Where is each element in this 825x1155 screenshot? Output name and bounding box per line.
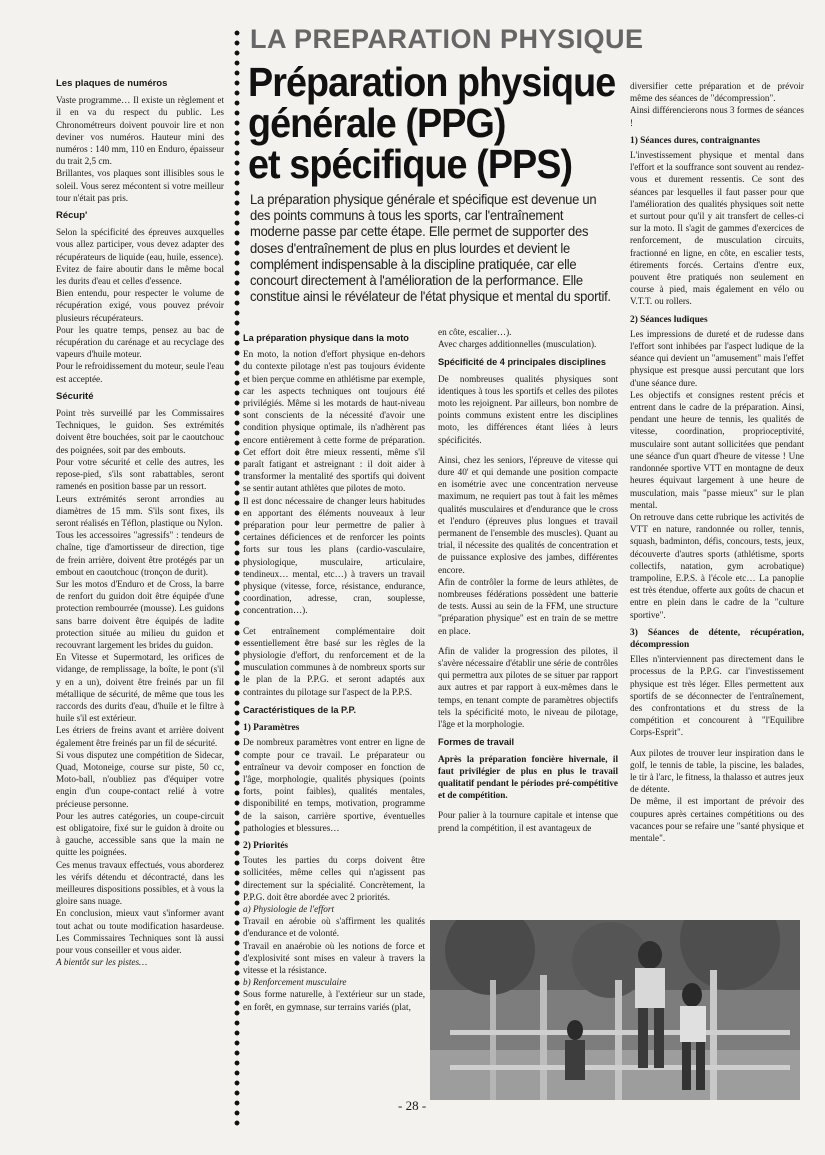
paragraph: Pour votre sécurité et celle des autres, les repose-pied, s'ils sont rabattables, seront ramenés en position basse par un ressort. [56, 456, 224, 492]
paragraph: En moto, la notion d'effort physique en-dehors du contexte pilotage n'est pas toujours évidente et bien perçue comme en athlétisme par exemple, car les aspects techniques ont toujours été privilégiés. Même si les motards de haut-niveau sont conscients de la nécessité d'avoir une condition physique optimale, ils n'adhèrent pas encore entièrement à cette forme de préparation. Cet effort doit être mieux ressenti, même s'il paraît fatigant et astreignant : il doit aider à transformer la mentalité des sportifs qui doivent se sentir autant athlètes que pilotes de moto. [243, 349, 425, 494]
subheading: Caractéristiques de la P.P. [243, 704, 357, 715]
paragraph: Elles n'interviennent pas directement dans le processus de la P.P.G. car l'investissement physique est très léger. Elles permettent aux sportifs de se déconnecter de l'entraînement, des confrontations et du stress de la compétition et concourent à "l'Equilibre Corps-Esprit". [630, 654, 804, 738]
paragraph: En conclusion, mieux vaut s'informer avant tout achat ou toute modification hasardeuse. Les Commissaires Techniques sont là aussi pour vous conseiller et vous aider. [56, 908, 224, 956]
title-line-1: Préparation physique [248, 59, 616, 105]
paragraph: Ces menus travaux effectués, vous aborderez les vérifs détendu et décontracté, dans les meilleures dispositions possibles, et à vous la gloire sans nuage. [56, 859, 224, 907]
paragraph: Selon la spécificité des épreuves auxquelles vous allez participer, vous devez adapter des récupérateurs de liquide (eau, huile, essence). [56, 227, 224, 262]
paragraph: Vaste programme… Il existe un règlement et il en va du respect du public. Les Chronométreurs doivent pouvoir lire et non deviner vos numéros. Hauteur mini des numéros : 140 mm, 110 en Enduro, épaisseur du trait 2,5 cm. [56, 95, 224, 167]
paragraph: Toutes les parties du corps doivent être sollicitées, même celles qui n'agissent pas directement sur la spécialité. Concrètement, la P.P.G. doit être abordée avec 2 priorités. [243, 855, 425, 902]
column-3 [438, 326, 618, 834]
sidebar-heading: Récup' [56, 210, 88, 222]
title-line-2: générale (PPG) [248, 100, 506, 146]
paragraph: Tous les accessoires "agressifs" : tendeurs de chaîne, tige d'amortisseur de direction, tige de frein arrière, doivent être protégés par un embout en caoutchouc (tronçon de durit). [56, 530, 224, 577]
paragraph: Pour palier à la tournure capitale et intense que prend la compétition, il est avantageux de [438, 810, 618, 833]
section-title: LA PREPARATION PHYSIQUE [250, 24, 644, 54]
paragraph: En Vitesse et Supermotard, les orifices de vidange, de remplissage, la boîte, le pont (s'il y en a un), doivent être freinés par un fil métallique de sécurité, de même que tous les raccords des durits d'eau, d'huile et le filtre à huile s'il est extérieur. [56, 652, 224, 724]
subheading: Formes de travail [438, 737, 515, 748]
paragraph: Les étriers de freins avant et arrière doivent également être freinés par un fil de sécurité. [56, 725, 224, 748]
paragraph: Leurs extrémités seront arrondies au diamètres de 15 mm. S'ils sont fixes, ils seront réalisés en Téflon, plastique ou Nylon. [56, 493, 224, 528]
dotted-separator [234, 28, 240, 1128]
paragraph: Les objectifs et consignes restent précis et entrent dans le cadre de la préparation. Ainsi, pendant une heure de tennis, les qualités de vitesse, coordination, proprioceptivité, musculaire sont autant sollicitées que pendant une séance d'un quart d'heure de vitesse ! Une randonnée sportive VTT en montagne de deux heures équivaut largement à une heure de musculation, mais "passe mieux" sur le plan mental. [630, 389, 804, 510]
paragraph: Pour les quatre temps, pensez au bac de récupération du carénage et au recyclage des vapeurs d'huile moteur. [56, 324, 224, 360]
article-title [248, 59, 616, 187]
paragraph: Travail en anaérobie où les notions de force et d'explosivité sont mises en valeur à travers la vitesse et la résistance. [243, 940, 425, 975]
paragraph: Sous forme naturelle, à l'extérieur sur un stade, en forêt, en gymnase, sur terrains variés (plat, [243, 989, 425, 1012]
subheading: Spécificité de 4 principales disciplines [438, 357, 606, 368]
paragraph: Brillantes, vos plaques sont illisibles sous le soleil. Vous serez mécontent si votre meilleur tour n'était pas pris. [56, 168, 224, 203]
numbered-heading: 3) Séances de détente, récupération, décompression [630, 627, 804, 650]
paragraph: Sur les motos d'Enduro et de Cross, la barre de renfort du guidon doit être équipée d'une protection rembourrée (mousse). Les guidons sans barre doivent être équipés de ladite protection située au milieu du guidon et recouvrant largement les brides du guidon. [56, 578, 224, 650]
subheading: La préparation physique dans la moto [243, 333, 409, 343]
numbered-heading: 2) Séances ludiques [630, 314, 708, 325]
italic-subheading: a) Physiologie de l'effort [243, 903, 335, 914]
paragraph: Point très surveillé par les Commissaires Techniques, le guidon. Ses extrémités doivent être bouchées, soit par le caoutchouc des poignées, soit par des embouts. [56, 408, 224, 455]
paragraph-bold: Après la préparation foncière hivernale, il faut privilégier de plus en plus le travail qualitatif pendant le périodes pré-compétitive et de compétition. [438, 753, 618, 801]
paragraph: Cet entraînement complémentaire doit essentiellement être basé sur les règles de la physiologie d'effort, du renforcement et de la musculation communes à de nombreux sports sur le plan de la P.P.G. et seront adaptés aux contraintes du pilotage sur l'aspect de la P.P.S. [243, 625, 425, 697]
paragraph: L'investissement physique et mental dans l'effort et la souffrance sont souvent au rendez-vous et durement ressentis. Ce sont des séances par lesquelles il faut passer pour que l'amélioration des qualités physiques soit nette et surtout pour qu'il y ait transfert de celles-ci sur la moto. Il s'agit de gammes d'exercices de renforcement, de musculation circuits, fractionné en ligne, en côte, en escalier tests, étirements forcés. Certains d'entre eux, pouvent être pratiqués non seulement en course à pied, mais également en vélo ou V.T.T. ou rollers. [630, 150, 804, 307]
paragraph: en côte, escalier…). [438, 327, 512, 337]
paragraph: Evitez de faire aboutir dans le même bocal les durits d'eau et celles d'essence. [56, 263, 224, 287]
paragraph: Pour le refroidissement du moteur, seule l'eau est acceptée. [56, 361, 224, 384]
paragraph: Ainsi, chez les seniors, l'épreuve de vitesse qui dure 40' et qui demande une position compacte en isométrie avec une concentration nerveuse maximum, ne requiert pas tout à fait les mêmes qualités musculaires et d'endurance que le cross et l'enduro (épreuves plus longues et travail permanent de l'ensemble des muscles). Quant au trial, il nécessite des qualités de concentration et de puissance explosive des jambes, différentes encore. [438, 454, 618, 575]
numbered-heading: 2) Priorités [243, 840, 289, 851]
sidebar-heading: Les plaques de numéros [56, 78, 168, 89]
paragraph: Avec charges additionnelles (musculation). [438, 339, 597, 350]
column-2 [243, 326, 425, 1013]
sign-off: A bientôt sur les pistes… [56, 957, 148, 968]
paragraph: Travail en aérobie où s'affirment les qualités d'endurance et de volonté. [243, 916, 425, 939]
paragraph: De même, il est important de prévoir des coupures après certaines compétitions ou des vacances pour se refaire une "santé physique et mentale". [630, 796, 804, 843]
italic-subheading: b) Renforcement musculaire [243, 977, 347, 988]
article-lead: La préparation physique générale et spécifique est devenue un des points communs à tous les sports, car l'entraînement moderne passe par cette étape. Elle permet de supporter des doses d'entraînement de plus en plus lourdes et devient le complément indispensable à la discipline pratiquée, car elle concourt directement à l'amélioration de la performance. Elle constitue ainsi le révélateur de l'état physique et mental du sportif. [250, 191, 611, 305]
paragraph: On retrouve dans cette rubrique les activités de VTT en nature, randonnée ou roller, tennis, squash, badminton, défis, concours, tests, jeux, découverte d'autres sports (athlétisme, sports collectifs, natation, gym acrobatique) trampoline, E.P.S. à l'école etc… La panoplie est très étendue, offerte aux goûts de chacun et entre en plein dans le cadre de la "culture sportive". [630, 511, 804, 620]
page-number: - 28 - [398, 1098, 427, 1113]
numbered-heading: 1) Paramètres [243, 723, 300, 734]
sidebar-heading: Sécurité [56, 390, 94, 402]
numbered-heading: 1) Séances dures, contraignantes [630, 135, 761, 146]
paragraph: Ainsi différencierons nous 3 formes de séances ! [630, 105, 804, 128]
article-photo [430, 920, 800, 1100]
paragraph: diversifier cette préparation et de prévoir même des séances de "décompression". [630, 81, 804, 104]
column-4 [630, 80, 804, 844]
paragraph: Les impressions de dureté et de rudesse dans l'effort sont inhibées par l'aspect ludique de la séance qui devient un "amusement" mais l'effet physique est presque aussi percutant que lors d'une séance dure. [630, 328, 804, 388]
paragraph: De nombreuses qualités physiques sont identiques à tous les sportifs et celles des pilotes moto les rejoignent. Par ailleurs, bon nombre de points communs existent entre les disciplines moto, les différences étant liées à leurs spécificités. [438, 373, 618, 445]
paragraph: Il est donc nécessaire de changer leurs habitudes en apportant des éléments nouveaux à leur préparation pour leur permettre de palier à certaines déficiences et de renforcer les points forts sur tous les plans (cardio-vasculaire, physiologique, musculaire, articulaire, tendineux… mental, etc…) à travers un travail physique (vitesse, force, résistance, endurance, coordination, adresse, cran, souplesse, concentration…). [243, 495, 425, 616]
paragraph: Si vous disputez une compétition de Sidecar, Quad, Motoneige, course sur piste, 50 cc, Moto-ball, n'oubliez pas d'équiper votre engin d'un coupe-contact relié à votre précieuse personne. [56, 749, 224, 809]
paragraph: Afin de valider la progression des pilotes, il s'avère nécessaire d'établir une série de contrôles qui permettra aux pilotes de se situer par rapport aux autres et par rapport à eux-mêmes dans le temps, en tenant compte de paramètres objectifs tels la spécificité moto, le niveau de pilotage, l'âge et la morphologie. [438, 645, 618, 730]
paragraph: De nombreux paramètres vont entrer en ligne de compte pour ce travail. Le préparateur ou entraîneur va devoir composer en fonction de l'âge, morphologie, qualités physiques (points forts, point faibles), qualités mentales, disponibilité en temps, motivation, programme de la saison, carrière sportive, éventuelles pathologies et blessures… [243, 737, 425, 833]
paragraph: Pour les autres catégories, un coupe-circuit est obligatoire, fixé sur le guidon à droite ou à gauche, accessible sans que la main ne quitte les poignées. [56, 810, 224, 858]
title-line-3: et spécifique (PPS) [248, 141, 573, 187]
paragraph: Aux pilotes de trouver leur inspiration dans le golf, le tennis de table, la piscine, les balades, le tir à l'arc, le fitness, la thalasso et autres jeux de détente. [630, 747, 804, 795]
photo-illustration [430, 920, 800, 1100]
paragraph: Bien entendu, pour respecter le volume de récupération exigé, vous pouvez prévoir plusieurs récupérateurs. [56, 288, 224, 323]
sidebar-column [56, 72, 224, 968]
paragraph: Afin de contrôler la forme de leurs athlètes, de nombreuses fédérations possèdent une batterie de tests. Aussi au sein de la FFM, une structure "préparation physique" est en train de se mettre en place. [438, 576, 618, 636]
